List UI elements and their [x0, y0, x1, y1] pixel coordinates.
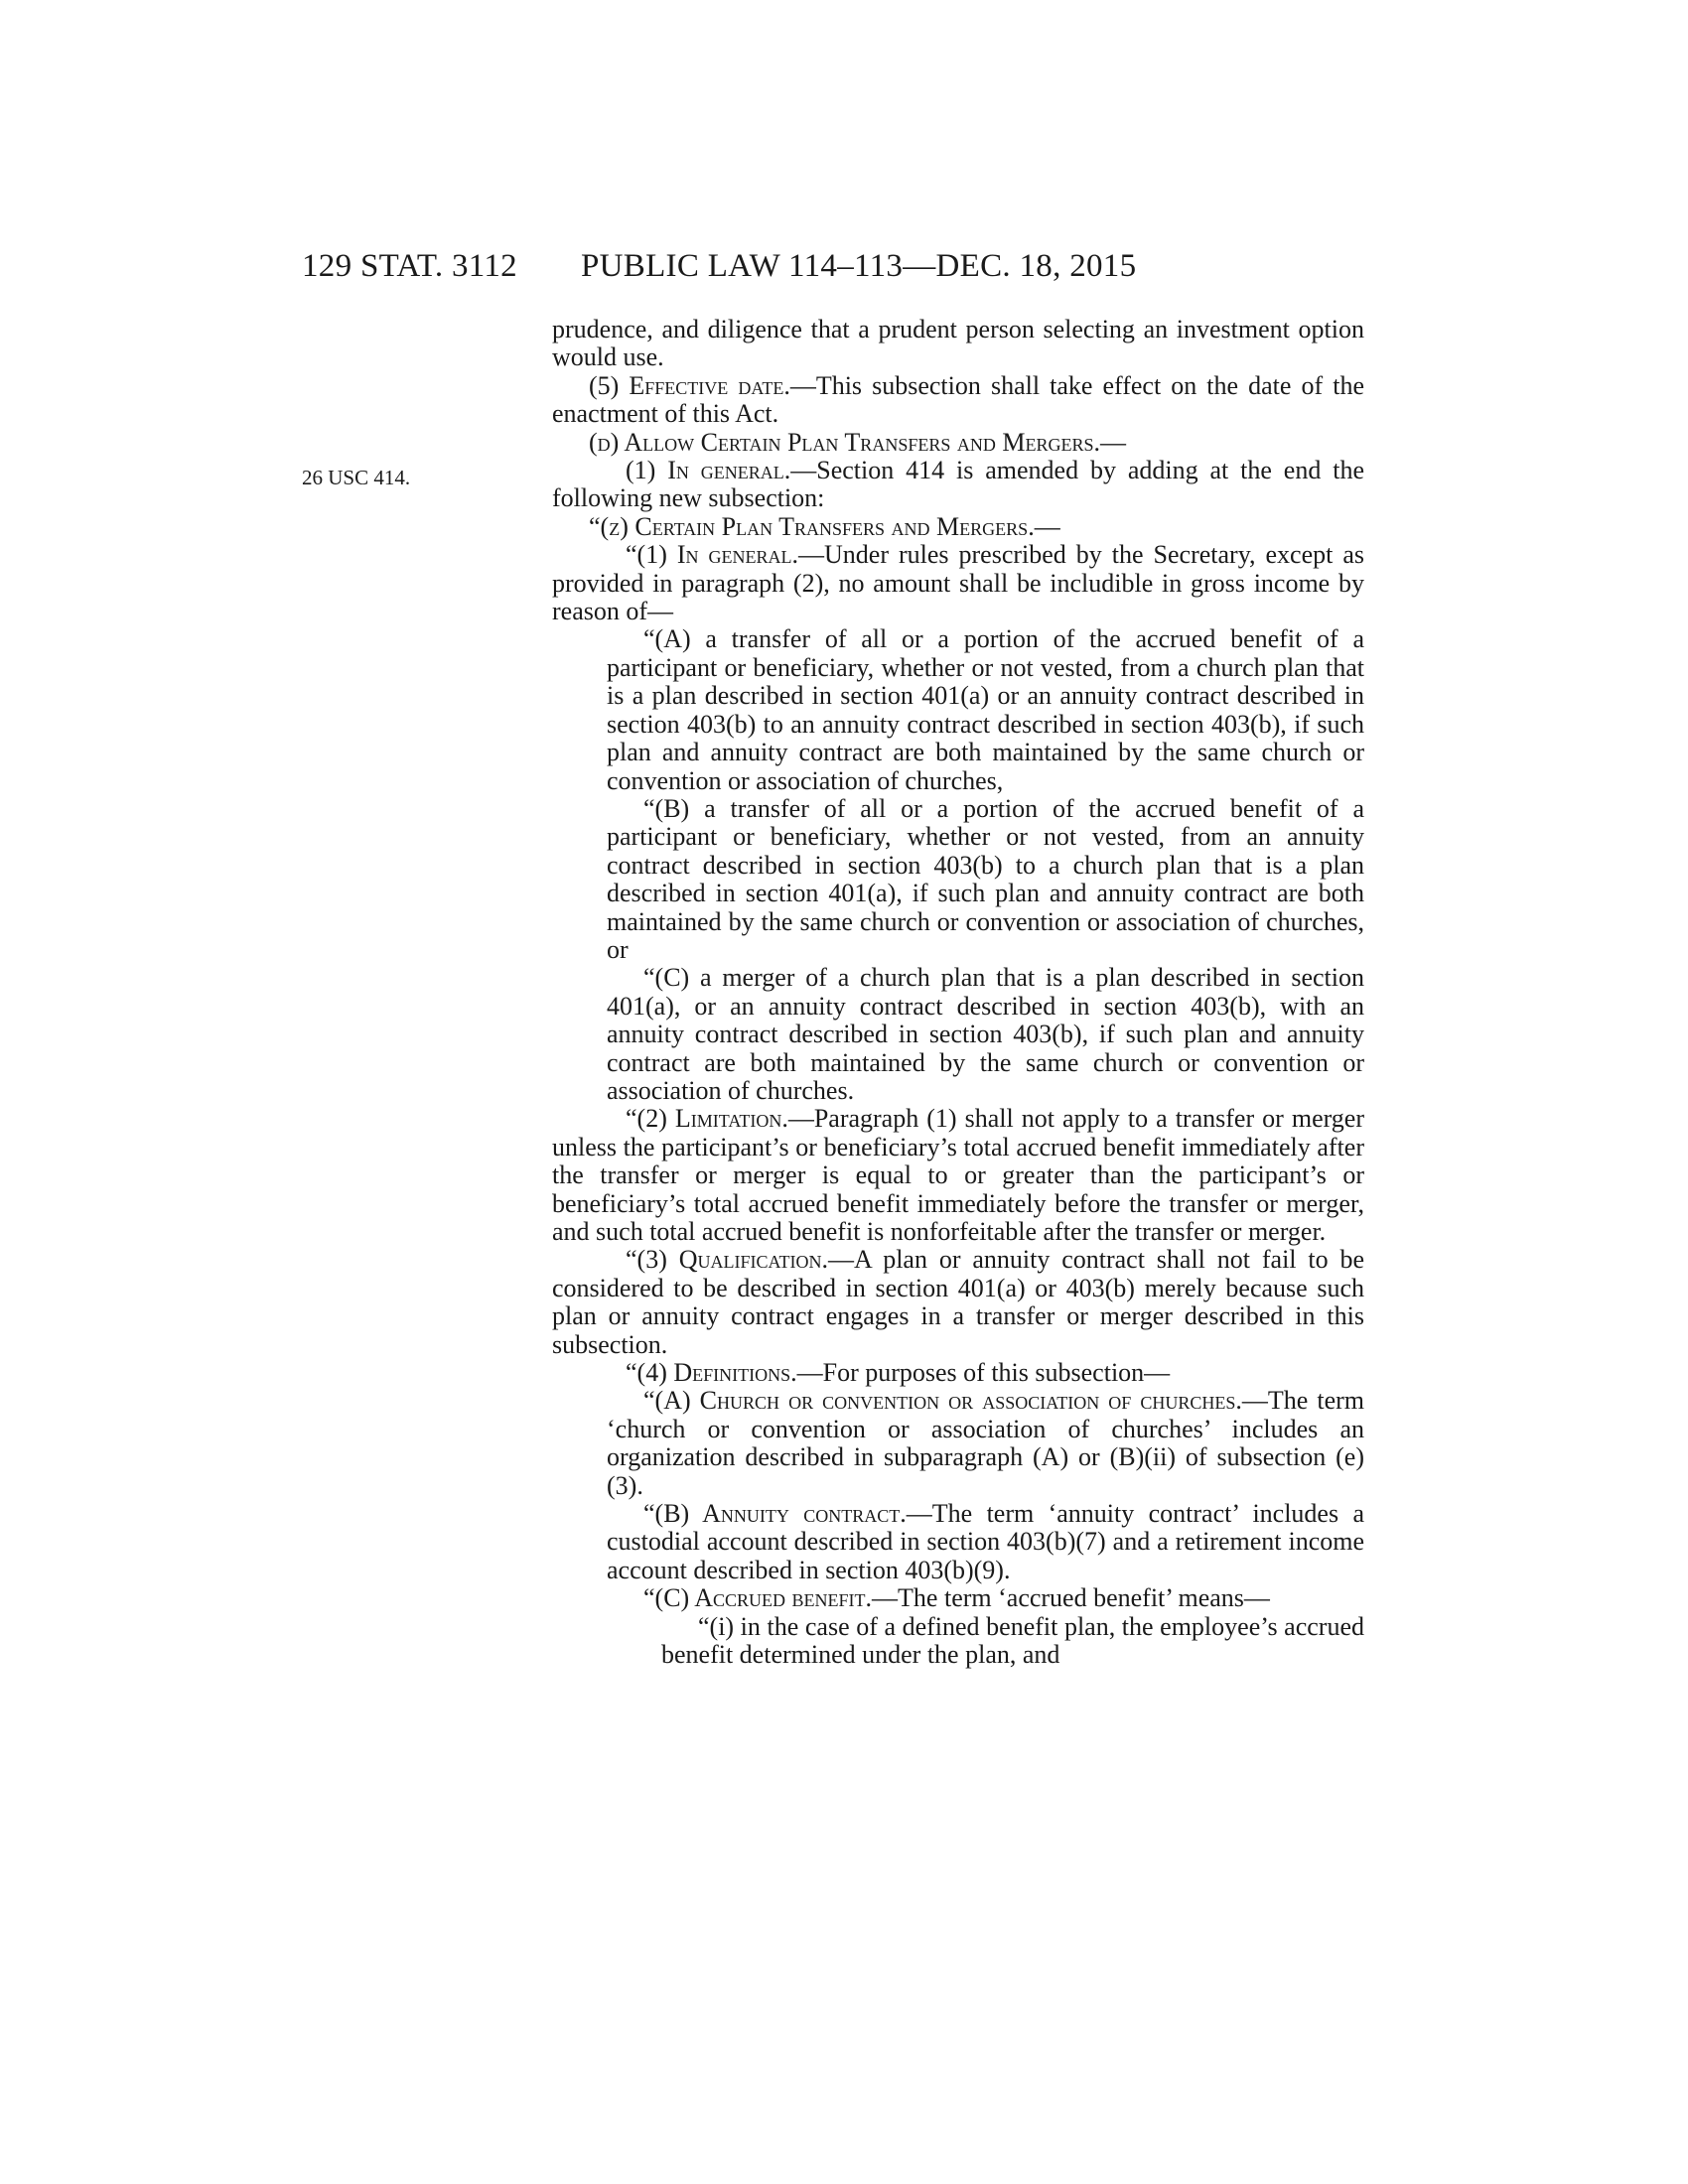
running-head: PUBLIC LAW 114–113—DEC. 18, 2015 — [581, 248, 1137, 284]
paragraph-z-2 — [552, 1105, 1364, 1246]
document-body — [552, 316, 1364, 1670]
paragraph-heading: “(2) Limitation. — [626, 1104, 788, 1134]
paragraph-heading: (5) Effective date. — [589, 370, 790, 400]
page-number: 129 STAT. 3112 — [302, 248, 517, 284]
paragraph-text: —This subsection shall take effect on the date of the enactment of this Act. — [552, 370, 1364, 429]
subparagraph-z-4-c — [552, 1584, 1364, 1612]
paragraph-text: —A plan or annuity contract shall not fail to be considered to be described in section 401(a) or 403(b) merely because such plan or annuity contract engages in a transfer or merger described in this subsection. — [552, 1245, 1365, 1359]
subparagraph-z-1-b — [552, 795, 1364, 964]
paragraph-effective-date — [552, 372, 1364, 429]
clause-z-4-c-i — [552, 1613, 1364, 1670]
paragraph-heading: “(A) Church or convention or association of churches. — [643, 1386, 1242, 1416]
paragraph-z-1 — [552, 541, 1364, 625]
subsection-heading-d — [552, 429, 1364, 457]
paragraph-z-3 — [552, 1246, 1364, 1359]
paragraph-text: —The term ‘annuity contract’ includes a custodial account described in section 403(b)(7) and a retirement income account described in section 403(b)(9). — [607, 1499, 1364, 1584]
subparagraph-z-4-b — [552, 1500, 1364, 1584]
paragraph-text: —For purposes of this subsection— — [796, 1358, 1171, 1388]
paragraph-heading: (d) Allow Certain Plan Transfers and Mergers. — [589, 427, 1100, 457]
paragraph-heading: “(z) Certain Plan Transfers and Mergers. — [589, 511, 1035, 541]
subsection-heading-z — [552, 513, 1364, 541]
margin-note: 26 USC 414. — [302, 466, 411, 489]
paragraph-text: — — [1099, 427, 1126, 457]
subparagraph-z-1-c — [552, 964, 1364, 1105]
paragraph-text: —The term ‘accrued benefit’ means— — [872, 1583, 1270, 1613]
paragraph-text: “(C) a merger of a church plan that is a plan described in section 401(a), or an annuity contract described in section 403(b), with an annuity contract described in section 403(b), if such plan and annuity contract are both maintained by the same church or convention or association of churches. — [607, 963, 1364, 1105]
paragraph-z-4 — [552, 1359, 1364, 1387]
paragraph-in-general — [552, 457, 1364, 513]
paragraph-heading: “(C) Accrued benefit. — [643, 1583, 873, 1613]
paragraph-heading: “(1) In general. — [626, 540, 798, 570]
paragraph-text: —Under rules prescribed by the Secretary, except as provided in paragraph (2), no amount shall be includible in gross income by reason of— — [552, 540, 1364, 626]
paragraph-heading: “(4) Definitions. — [626, 1358, 797, 1388]
subparagraph-z-4-a — [552, 1387, 1364, 1500]
paragraph-text: “(i) in the case of a defined benefit plan, the employee’s accrued benefit determined under the plan, and — [661, 1611, 1364, 1670]
paragraph-heading: (1) In general. — [626, 456, 791, 485]
paragraph-text: —Paragraph (1) shall not apply to a transfer or merger unless the participant’s or beneficiary’s total accrued benefit immediately after the transfer or merger is equal to or greater than the participant’s or beneficiary’s total accrued benefit immediately before the transfer or merger, and such total accrued benefit is nonforfeitable after the transfer or merger. — [552, 1104, 1364, 1246]
paragraph-heading: “(3) Qualification. — [626, 1245, 828, 1275]
subparagraph-z-1-a — [552, 625, 1364, 794]
paragraph-text: — — [1034, 511, 1060, 541]
paragraph-text: prudence, and diligence that a prudent person selecting an investment option would use. — [552, 315, 1364, 372]
paragraph-text: —Section 414 is amended by adding at the end the following new subsection: — [552, 456, 1364, 513]
paragraph-heading: “(B) Annuity contract. — [643, 1499, 907, 1529]
paragraph-text: “(A) a transfer of all or a portion of the accrued benefit of a participant or beneficiary, whether or not vested, from a church plan that is a plan described in section 401(a) or an annuity contract described in section 403(b) to an annuity contract described in section 403(b), if such plan and annuity contract are both maintained by the same church or convention or association of churches, — [607, 624, 1364, 795]
paragraph-text: “(B) a transfer of all or a portion of the accrued benefit of a participant or beneficiary, whether or not vested, from an annuity contract described in section 403(b) to a church plan that is a plan described in section 401(a), if such plan and annuity contract are both maintained by the same church or convention or association of churches, or — [607, 793, 1364, 964]
paragraph-continuation — [552, 316, 1364, 372]
paragraph-text: —The term ‘church or convention or association of churches’ includes an organization described in subparagraph (A) or (B)(ii) of subsection (e)(3). — [607, 1386, 1364, 1500]
